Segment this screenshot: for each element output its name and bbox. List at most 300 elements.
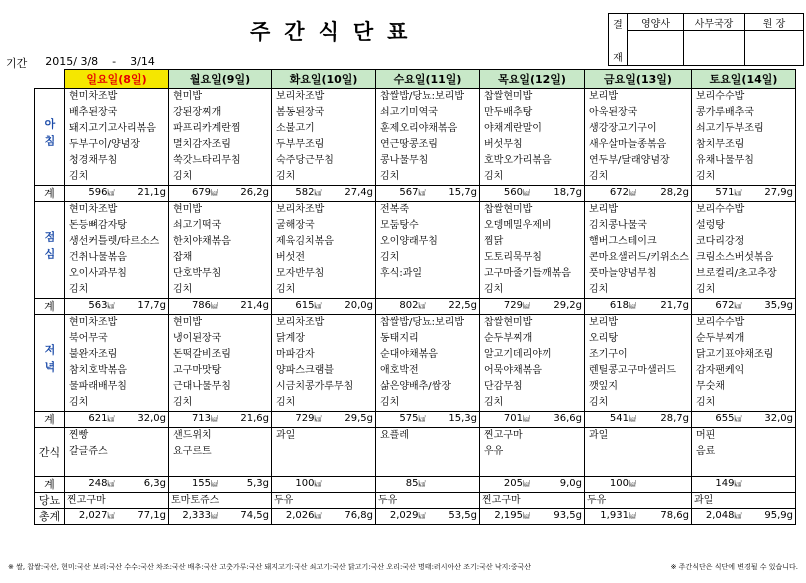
row-label [35,299,65,315]
menu-item: 돈등뼈감자탕 [69,220,127,231]
kcal-unit: ㎉ [734,415,742,423]
meal-row [35,315,796,412]
menu-item: 보리밥 [589,317,618,328]
menu-item: 현미밥 [173,317,202,328]
menu-item: 현미밥 [173,204,202,215]
footnote [8,562,798,572]
kcal-unit: ㎉ [734,189,742,197]
kcal-unit: ㎉ [523,415,530,423]
kcal-unit: ㎉ [211,415,219,423]
protein-value: 21,7g [660,300,689,311]
kcal-value: 786 [191,300,212,311]
kcal-unit: ㎉ [418,302,426,310]
menu-item: 김치 [173,284,193,295]
subtotal-row [35,509,796,525]
menu-item: 찜닭 [484,236,504,247]
menu-item: 감자팬케익 [695,365,745,376]
kcal-value: 205 [503,478,523,489]
kcal-cell [585,412,692,428]
kcal-unit: ㎉ [211,302,219,310]
kcal-value: 729 [295,413,315,424]
menu-item: 콩나물무침 [380,155,429,166]
protein-value: 74,5g [240,510,269,521]
menu-item: 전복죽 [380,204,409,215]
menu-item: 콩가루배추국 [695,107,754,118]
menu-item: 김치 [380,397,400,408]
row-label-text: 계 [44,300,55,313]
diabetic-item: 찐고구마 [65,493,169,509]
menu-item: 고구마맛탕 [173,365,222,376]
menu-cell [65,315,169,412]
menu-cell [585,202,692,299]
kcal-cell [169,186,272,202]
menu-item: 김치 [276,284,296,295]
kcal-cell [65,299,169,315]
kcal-value: 567 [399,187,419,198]
menu-item: 현미밥 [173,91,202,102]
menu-item: 야채계란말이 [484,123,542,134]
subtotal-row [35,186,796,202]
kcal-cell [169,412,272,428]
menu-item: 머핀 [695,430,716,441]
menu-item: 깻잎지 [589,381,618,392]
kcal-value: 2,333 [182,510,212,521]
row-label [35,509,65,525]
approval-role: 사무국장 [684,14,745,31]
kcal-value: 100 [609,478,629,489]
menu-item: 버섯전 [276,252,305,263]
kcal-cell [169,509,272,525]
menu-item: 김치 [589,397,609,408]
protein-value: 15,3g [448,413,477,424]
menu-item: 동태지리 [380,333,419,344]
row-label [35,493,65,509]
kcal-unit: ㎉ [211,480,219,488]
protein-value [745,477,793,491]
kcal-cell [272,299,376,315]
menu-item: 새우살마늘종볶음 [589,139,667,150]
protein-value: 27,4g [344,187,373,198]
menu-item: 알고기데리야끼 [484,349,552,360]
subtotal-row [35,412,796,428]
menu-cell [585,315,692,412]
menu-cell [272,315,376,412]
menu-item: 김치 [484,397,504,408]
row-label-text: 간식 [38,445,61,459]
menu-item: 잡채 [173,252,193,263]
row-label [35,428,65,477]
corner-cell [35,70,65,89]
menu-item: 마파감자 [276,349,315,360]
approval-sign[interactable] [628,31,684,66]
menu-item: 오이양래무침 [380,236,438,247]
menu-item: 김치 [69,284,89,295]
row-label-text: 계 [44,187,55,200]
meal-label-text: 점심 [43,231,56,265]
menu-item: 크림소스버섯볶음 [695,252,774,263]
kcal-unit: ㎉ [628,415,636,423]
kcal-value: 596 [88,187,108,198]
kcal-cell [691,412,795,428]
protein-value: 78,6g [660,510,689,521]
kcal-value: 729 [503,300,523,311]
meal-label [35,202,65,299]
menu-item: 보리차조밥 [276,91,325,102]
menu-item: 찹쌀현미밥 [484,204,533,215]
kcal-unit: ㎉ [523,512,530,520]
menu-item: 김치 [589,284,609,295]
protein-value: 36,6g [553,413,582,424]
kcal-cell [480,477,585,493]
protein-value: 77,1g [137,510,166,521]
menu-item: 김치 [695,284,716,295]
menu-item: 김치 [69,171,89,182]
kcal-value: 2,029 [389,510,419,521]
menu-item: 모둠탕수 [380,220,419,231]
kcal-cell [65,477,169,493]
kcal-value: 100 [295,478,315,489]
menu-item: 무숫채 [695,381,725,392]
menu-item: 우유 [484,446,504,457]
menu-item: 후식:과일 [380,268,423,279]
kcal-unit: ㎉ [418,189,426,197]
menu-item: 봄동된장국 [276,107,325,118]
kcal-cell [376,412,480,428]
kcal-value: 621 [88,413,108,424]
menu-cell [691,315,795,412]
menu-cell [65,428,169,477]
kcal-cell [480,186,585,202]
row-label [35,477,65,493]
menu-cell [480,315,585,412]
menu-item: 김치 [484,284,504,295]
page-title: 주간식단표 [250,20,422,44]
kcal-unit: ㎉ [211,512,219,520]
menu-item: 김치콩나물국 [589,220,647,231]
kcal-unit: ㎉ [107,512,115,520]
menu-item: 건취나물볶음 [69,252,127,263]
protein-value: 35,9g [764,300,793,311]
menu-cell [376,315,480,412]
menu-item: 쇠고기두부조림 [695,123,764,134]
protein-value: 53,5g [448,510,477,521]
menu-cell [272,89,376,186]
day-header: 목요일(12일) [480,70,585,89]
menu-item: 강된장찌개 [173,107,222,118]
approval-role: 영양사 [628,14,684,31]
kcal-cell [585,186,692,202]
menu-item: 쇠고기떡국 [173,220,222,231]
menu-cell [65,89,169,186]
menu-item: 배추된장국 [69,107,118,118]
kcal-cell [272,477,376,493]
menu-item: 참치호박볶음 [69,365,127,376]
protein-value: 18,7g [553,187,582,198]
menu-item: 호박오가리볶음 [484,155,552,166]
kcal-unit: ㎉ [107,415,115,423]
kcal-value: 582 [295,187,315,198]
menu-cell [585,89,692,186]
menu-item: 순대야채볶음 [380,349,438,360]
protein-value [325,477,373,491]
menu-item: 과일 [276,430,296,441]
protein-value: 21,1g [137,187,166,198]
kcal-value: 248 [88,478,108,489]
menu-item: 생선커틀렛/타르소스 [69,236,160,247]
kcal-value: 802 [399,300,419,311]
period-start: 2015/ 3/8 [45,55,99,68]
menu-cell [691,202,795,299]
kcal-value: 701 [503,413,523,424]
menu-item: 설렁탕 [695,220,725,231]
menu-item: 코다리강정 [695,236,745,247]
menu-item: 현미차조밥 [69,91,118,102]
kcal-cell [585,477,692,493]
kcal-value: 672 [609,187,629,198]
subtotal-row [35,299,796,315]
kcal-value: 2,026 [285,510,315,521]
menu-item: 멸치감자조림 [173,139,231,150]
protein-value: 21,6g [240,413,269,424]
protein-value: 28,7g [660,413,689,424]
menu-item: 닭계장 [276,333,305,344]
diabetic-item: 두유 [585,493,692,509]
menu-item: 유채나물무침 [695,155,754,166]
kcal-cell [691,477,795,493]
menu-item: 한치야채볶음 [173,236,231,247]
diabetic-item: 두유 [272,493,376,509]
row-label [35,186,65,202]
kcal-cell [65,509,169,525]
kcal-value: 541 [609,413,629,424]
kcal-cell [585,299,692,315]
protein-value: 5,3g [246,478,269,489]
day-header: 금요일(13일) [585,70,692,89]
menu-item: 찹쌀밥/당뇨:보리밥 [380,91,465,102]
menu-item: 현미차조밥 [69,317,118,328]
period-dash: - [112,55,117,68]
menu-item: 모자반무침 [276,268,325,279]
menu-cell [272,202,376,299]
kcal-cell [65,186,169,202]
footnote-notice: ※ 주간식단은 식단에 변경될 수 있습니다. [670,563,798,571]
menu-item: 파프리카계란찜 [173,123,241,134]
kcal-cell [376,477,480,493]
menu-item: 고구마줄기들깨볶음 [484,268,571,279]
menu-item: 찐고구마 [484,430,523,441]
kcal-value: 560 [503,187,523,198]
menu-item: 보리차조밥 [276,204,325,215]
protein-value: 93,5g [553,510,582,521]
protein-value: 29,5g [344,413,373,424]
menu-item: 보리수수밥 [695,317,745,328]
approval-sign[interactable] [745,31,804,66]
menu-item: 보리밥 [589,91,618,102]
menu-item: 보리수수밥 [695,91,745,102]
protein-value: 26,2g [240,187,269,198]
menu-item: 김치 [380,171,400,182]
kcal-unit: ㎉ [523,302,530,310]
row-label-text: 계 [44,478,55,491]
protein-value: 29,2g [553,300,582,311]
diabetic-item: 찐고구마 [480,493,585,509]
kcal-unit: ㎉ [314,512,322,520]
menu-item: 찹쌀밥/당뇨:보리밥 [380,317,465,328]
menu-item: 김치 [484,171,504,182]
menu-item: 김치 [589,171,609,182]
menu-item: 브로컬리/초고추장 [695,268,777,279]
kcal-unit: ㎉ [418,480,426,488]
menu-item: 순두부찌개 [484,333,533,344]
kcal-value: 679 [191,187,212,198]
kcal-unit: ㎉ [628,302,636,310]
menu-item: 훈제오리야채볶음 [380,123,458,134]
meal-label-text: 저녁 [43,344,56,378]
menu-cell [169,315,272,412]
kcal-cell [480,299,585,315]
menu-item: 돼지고기고사리볶음 [69,123,156,134]
kcal-unit: ㎉ [107,480,115,488]
protein-value: 76,8g [344,510,373,521]
kcal-unit: ㎉ [628,480,636,488]
diabetic-item: 과일 [691,493,795,509]
menu-item [378,282,477,298]
menu-cell [272,428,376,477]
menu-item: 요플레 [380,430,409,441]
menu-item: 애호박전 [380,365,419,376]
meal-row [35,202,796,299]
protein-value: 17,7g [137,300,166,311]
kcal-unit: ㎉ [314,189,322,197]
protein-value [640,477,689,491]
menu-item: 제육김치볶음 [276,236,334,247]
menu-item: 김치 [695,171,716,182]
menu-item: 김치 [276,397,296,408]
menu-item: 보리밥 [589,204,618,215]
day-header: 토요일(14일) [691,70,795,89]
diabetic-row [35,493,796,509]
kcal-unit: ㎉ [628,189,636,197]
menu-item: 어묵야채볶음 [484,365,542,376]
menu-item [587,444,689,460]
menu-cell [480,89,585,186]
protein-value: 32,0g [137,413,166,424]
protein-value: 21,4g [240,300,269,311]
kcal-cell [480,509,585,525]
menu-item: 숙주당근무침 [276,155,334,166]
diabetic-item: 두유 [376,493,480,509]
menu-cell [169,428,272,477]
menu-item: 연근땅콩조림 [380,139,438,150]
menu-item: 김치 [69,397,89,408]
kcal-value: 2,027 [78,510,108,521]
protein-value: 95,9g [764,510,793,521]
approval-label: 결 재 [609,14,628,66]
menu-item: 김치 [173,397,193,408]
kcal-value: 149 [715,478,735,489]
meal-row [35,89,796,186]
menu-item: 김치 [276,171,296,182]
kcal-cell [169,477,272,493]
menu-item: 쑥갓느타리무침 [173,155,241,166]
period-end: 3/14 [130,55,155,68]
kcal-unit: ㎉ [628,512,636,520]
menu-cell [376,89,480,186]
menu-item: 샌드위치 [173,430,212,441]
menu-item: 햄버그스테이크 [589,236,657,247]
kcal-value: 1,931 [600,510,629,521]
menu-cell [691,428,795,477]
kcal-value: 618 [609,300,629,311]
kcal-value: 563 [88,300,108,311]
kcal-unit: ㎉ [523,189,530,197]
menu-item: 단감무침 [484,381,523,392]
menu-cell [585,428,692,477]
row-label [35,412,65,428]
day-header: 수요일(11일) [376,70,480,89]
subtotal-row [35,477,796,493]
menu-item: 소불고기 [276,123,315,134]
kcal-cell [376,299,480,315]
menu-item: 양파스크램블 [276,365,334,376]
meal-label [35,315,65,412]
kcal-cell [480,412,585,428]
approval-sign[interactable] [684,31,745,66]
menu-item [274,444,373,460]
protein-value: 15,7g [448,187,477,198]
protein-value: 9,0g [559,478,582,489]
menu-item: 오이사과무침 [69,268,127,279]
menu-item: 생강장고기구이 [589,123,657,134]
day-header-row [35,70,796,89]
menu-item: 단호박무침 [173,268,222,279]
menu-item: 오리탕 [589,333,618,344]
kcal-cell [169,299,272,315]
menu-item: 콘마요샐러드/키위소스 [589,252,689,263]
menu-item: 버섯무침 [484,139,523,150]
kcal-value: 155 [191,478,212,489]
row-label-text: 총계 [38,510,61,523]
menu-item: 연두부/달래양념장 [589,155,670,166]
kcal-unit: ㎉ [734,302,742,310]
menu-cell [691,89,795,186]
kcal-cell [691,299,795,315]
menu-item: 물파래배무침 [69,381,127,392]
kcal-value: 655 [715,413,735,424]
period-label: 기간 [6,57,28,70]
menu-item: 쇠고기미역국 [380,107,438,118]
menu-item: 순두부찌개 [695,333,745,344]
kcal-unit: ㎉ [107,302,115,310]
day-header: 월요일(9일) [169,70,272,89]
menu-item: 참치무조림 [695,139,745,150]
menu-item: 닭고기표야채조림 [695,349,774,360]
menu-item: 오뎅메밀우제비 [484,220,552,231]
menu-cell [480,428,585,477]
kcal-unit: ㎉ [734,480,742,488]
meal-label-text: 아침 [43,118,56,152]
menu-item: 청경채무침 [69,155,118,166]
kcal-value: 575 [399,413,419,424]
menu-item: 북어무국 [69,333,108,344]
protein-value: 6,3g [143,478,166,489]
row-label-text: 당뇨 [38,494,61,507]
kcal-unit: ㎉ [314,302,322,310]
kcal-cell [376,509,480,525]
menu-item: 돈떡갈비조림 [173,349,231,360]
menu-cell [65,202,169,299]
menu-item: 요구르트 [173,446,212,457]
